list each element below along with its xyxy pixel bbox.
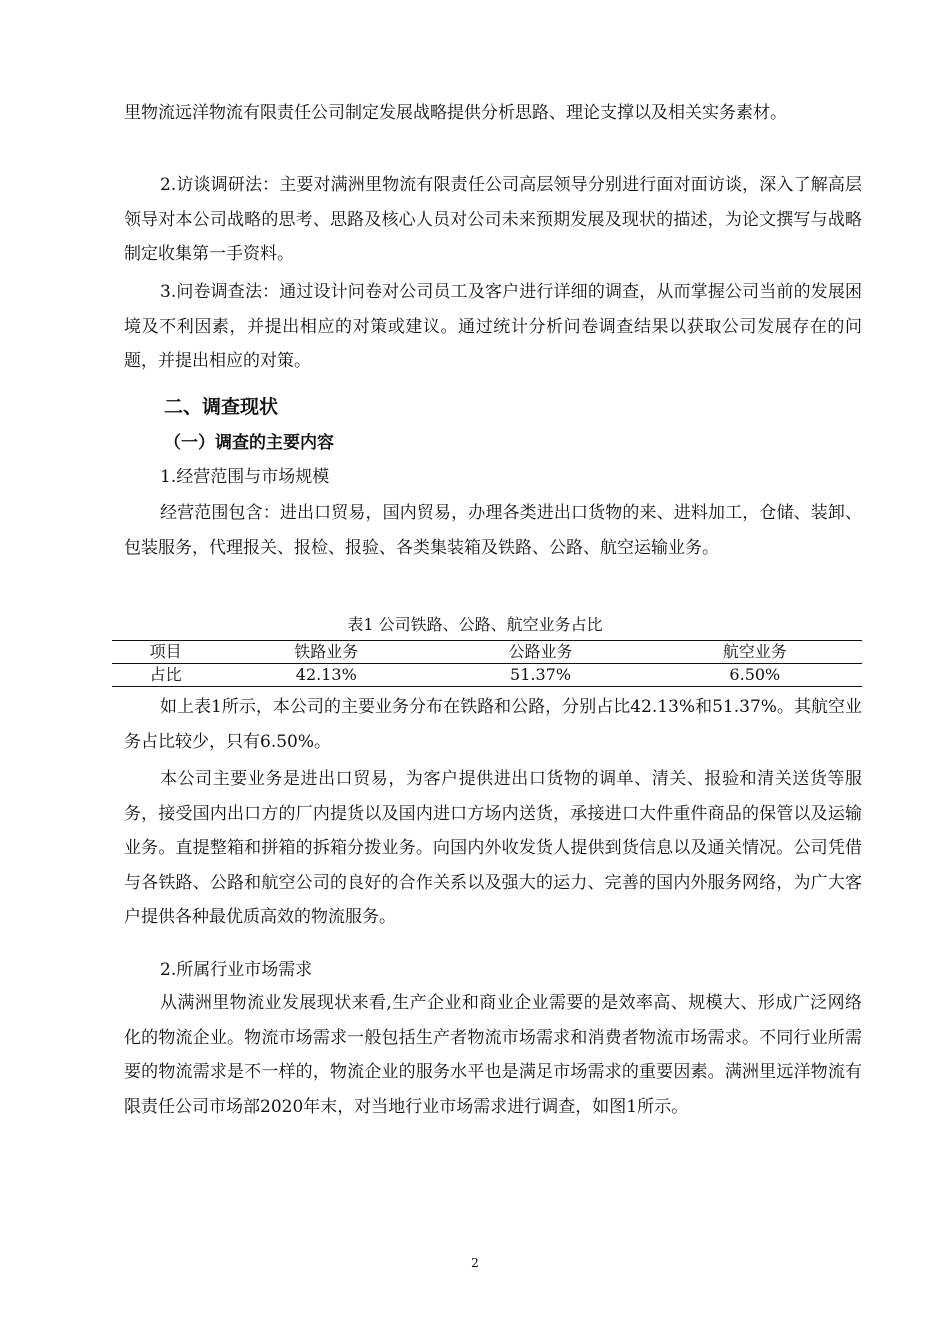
table-caption: 表1 公司铁路、公路、航空业务占比 xyxy=(347,615,603,634)
subsection-heading: （一）调查的主要内容 xyxy=(164,433,334,453)
table-row xyxy=(112,664,862,687)
table-header-row xyxy=(112,641,862,664)
table-header-cell: 铁路业务 xyxy=(219,641,433,664)
market-demand-paragraph: 从满洲里物流业发展现状来看,生产企业和商业企业需要的是效率高、规模大、形成广泛网络化的物流企业。物流市场需求一般包括生产者物流市场需求和消费者物流市场需求。不同行业所需要的物流需求是不一样的，物流企业的服务水平也是满足市场需求的重要因素。满洲里远洋物流有限责任公司市场部2020年末，对当地行业市场需求进行调查，如图1所示。 xyxy=(124,993,862,1117)
item-heading-market-demand: 2.所属行业市场需求 xyxy=(160,960,313,980)
business-share-table xyxy=(112,640,862,687)
table-cell: 占比 xyxy=(112,664,219,687)
table-cell: 6.50% xyxy=(648,664,862,687)
table-header-cell: 项目 xyxy=(112,641,219,664)
main-business-paragraph: 本公司主要业务是进出口贸易，为客户提供进出口货物的调单、清关、报验和清关送货等服务，接受国内出口方的厂内提货以及国内进口方场内送货，承接进口大件重件商品的保管以及运输业务。直提整箱和拼箱的拆箱分拨业务。向国内外收发货人提供到货信息以及通关情况。公司凭借与各铁路、公路和航空公司的良好的合作关系以及强大的运力、完善的国内外服务网络，为广大客户提供各种最优质高效的物流服务。 xyxy=(124,769,862,927)
business-scope-paragraph: 经营范围包含：进出口贸易，国内贸易，办理各类进出口货物的来、进料加工，仓储、装卸、包装服务，代理报关、报检、报验、各类集装箱及铁路、公路、航空运输业务。 xyxy=(124,503,862,558)
table-header-cell: 公路业务 xyxy=(433,641,647,664)
table-header-cell: 航空业务 xyxy=(648,641,862,664)
section-heading: 二、调查现状 xyxy=(164,396,279,418)
questionnaire-method-paragraph: 3.问卷调查法：通过设计问卷对公司员工及客户进行详细的调查，从而掌握公司当前的发展困境及不利因素，并提出相应的对策或建议。通过统计分析问卷调查结果以获取公司发展存在的问题，并提出相应的对策。 xyxy=(124,282,862,371)
table-cell: 51.37% xyxy=(433,664,647,687)
page-number: 2 xyxy=(471,1256,479,1270)
table-summary-paragraph: 如上表1所示，本公司的主要业务分布在铁路和公路，分别占比42.13%和51.37%。其航空业务占比较少，只有6.50%。 xyxy=(124,697,862,752)
intro-paragraph-continuation: 里物流远洋物流有限责任公司制定发展战略提供分析思路、理论支撑以及相关实务素材。 xyxy=(124,103,787,123)
item-heading-business-scope: 1.经营范围与市场规模 xyxy=(160,467,330,487)
table-cell: 42.13% xyxy=(219,664,433,687)
interview-method-paragraph: 2.访谈调研法：主要对满洲里物流有限责任公司高层领导分别进行面对面访谈，深入了解高层领导对本公司战略的思考、思路及核心人员对公司未来预期发展及现状的描述，为论文撰写与战略制定收集第一手资料。 xyxy=(124,175,862,264)
